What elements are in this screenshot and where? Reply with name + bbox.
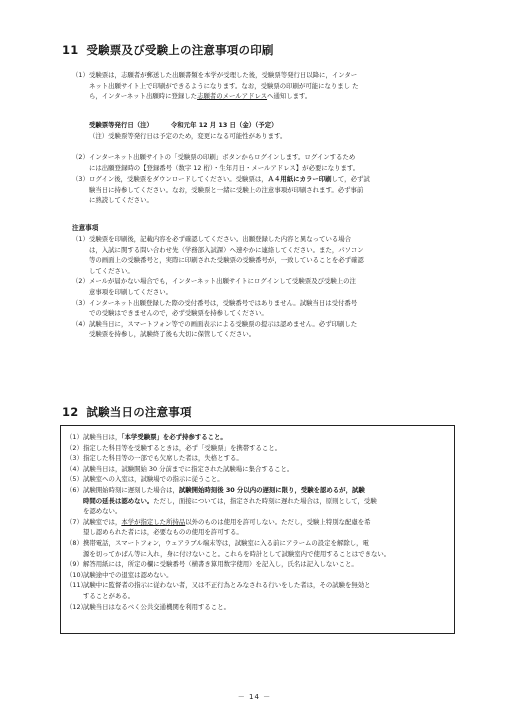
section-11-title: 受験票及び受験上の注意事項の印刷 [86, 43, 274, 57]
section-12-title: 試験当日の注意事項 [86, 405, 192, 419]
exam-day-list: （1）試験当日は，「本学受験票」を必ず持参すること。 （2）指定した科目等を受験するときは，必ず「受験票」を携帯すること。 （3）指定した科目等の一部でも欠席した者は，失格とする。 （4）試験当日は，試験開始 30 分前までに指定された試験場に集合すること。 （5）試験室への入室は，試験場での指示に従うこと。 （6）試験開始時刻に遅刻した場合は，試験開始時刻後 30 分以内の遅刻に限り，受験を認めるが，試験 時間の延長は認めない。ただし，面接については，指定された時刻に遅れた場合は，原則として，受験 を認めない。 （7）試験室では，本学が指定した所持品以外のものは使用を許可しない。ただし，受験上特別な配慮を希 望し認められた者には，必要なものの使用を許可する。 （8）携帯電話，スマートフォン，ウェアラブル端末等は，試験室に入る前にアラームの設定を解除し，電 源を切ってかばん等に入れ，身に付けないこと。これらを時計として試験室内で使用することはできない。 （9）解答用紙には，所定の欄に受験番号（横書き算用数字使用）を記入し，氏名は記入しないこと。 （10）試験途中での退室は認めない。 （11）試験中に監督者の指示に従わない者，又は不正行為とみなされる行いをした者は，その試験を無効と することがある。 （12）試験当日はなるべく公共交通機関を利用すること。 [66, 433, 391, 611]
exam-item: （11）試験中に監督者の指示に従わない者，又は不正行為とみなされる行いをした者は，その試験を無効と [66, 581, 371, 590]
exam-item: （1）試験当日は，「本学受験票」を必ず持参すること。 [66, 433, 227, 441]
section-12-heading [62, 404, 192, 420]
section-11-number: 11 [62, 43, 79, 57]
exam-item: （6）試験開始時刻に遅刻した場合は，試験開始時刻後 30 分以内の遅刻に限り，受験を認めるが，試験 [66, 485, 365, 494]
note-item: （4）試験当日に，スマートフォン等での画面表示による受験票の提示は認めません。必ず印刷した 受験票を持参し，試験終了後も大切に保管してください。 [72, 319, 358, 339]
issue-date-row [89, 120, 277, 131]
note-item: （3）インターネット出願登録した際の受付番号は，受験番号ではありません。試験当日は受付番号 での受験はできませんので，必ず受験票を持参してください。 [72, 298, 358, 318]
page-number: － 14 － [237, 693, 272, 701]
exam-item: （9）解答用紙には，所定の欄に受験番号（横書き算用数字使用）を記入し，氏名は記入しないこと。 [66, 560, 358, 569]
s11-item-3: （3）ログイン後，受験票をダウンロードしてください。受験票は，Ａ４用紙にカラー印刷して，必ず試 験当日に持参してください。なお，受験票と一緒に受験上の注意事項が印刷されます。必ず事前 に熟読してください。 [72, 175, 370, 205]
issue-date-label: 受験票等発行日（注） [89, 121, 153, 129]
note-item: （2）メールが届かない場合でも，インターネット出願サイトにログインして受験票及び受験上の注 意事項を印刷してください。 [72, 277, 356, 296]
s11-item-1: （1）受験票は，志願者が郵送した出願書類を本学が受理した後，受験票等発行日以降に，インター ネット出願サイト上で印刷ができるようになります。なお，受験票の印刷が可能になりまし た ら，インターネット出願時に登録した志願者のメールアドレスへ通知します。 [72, 71, 359, 101]
designated-items-underline: 本学が指定した所持品 [121, 517, 186, 526]
section-12-number: 12 [62, 405, 79, 419]
notes-list [72, 234, 364, 340]
applicant-email-underline: 志願者のメールアドレス [197, 92, 268, 101]
exam-item: （5）試験室への入室は，試験場での指示に従うこと。 [66, 475, 224, 484]
a4-color-print: Ａ４用紙にカラー印刷 [267, 175, 332, 183]
notes-heading: 注意事項 [72, 224, 99, 232]
exam-item: （10）試験途中での退室は認めない。 [66, 570, 173, 579]
exam-item: （7）試験室では，本学が指定した所持品以外のものは使用を許可しない。ただし，受験上特別な配慮を希 [66, 517, 371, 526]
exam-item: （2）指定した科目等を受験するときは，必ず「受験票」を携帯すること。 [66, 443, 282, 452]
note-item: （1）受験票を印刷後，記載内容を必ず確認してください。出願登録した内容と異なっている場合 は，入試に関する問い合わせ先（学務部入試課）へ速やかに連絡してください。また，パソコン 等の画面上の受験番号と，実際に印刷された受験票の受験番号が，一致していることを必ず確認 してください。 [72, 235, 364, 275]
exam-item: （8）携帯電話，スマートフォン，ウェアラブル端末等は，試験室に入る前にアラームの設定を解除し，電 [66, 538, 369, 547]
issue-date-value: 令和元年 12 月 13 日（金）（予定） [170, 121, 278, 129]
issue-date-note: （注）受験票等発行日は予定のため，変更になる可能性があります。 [89, 132, 287, 140]
section-11-heading [62, 42, 274, 58]
s11-item-2: （2）インターネット出願サイトの「受験票の印刷」ボタンからログインします。ログインするため には出願登録時の【登録番号（数字 12 桁）・生年月日・メールアドレス】が必要になります。 [72, 153, 360, 172]
exam-item: （12）試験当日はなるべく公共交通機関を利用すること。 [66, 602, 230, 611]
exam-item: （3）指定した科目等の一部でも欠席した者は，失格とする。 [66, 454, 243, 463]
exam-item: （4）試験当日は，試験開始 30 分前までに指定された試験場に集合すること。 [66, 464, 294, 473]
